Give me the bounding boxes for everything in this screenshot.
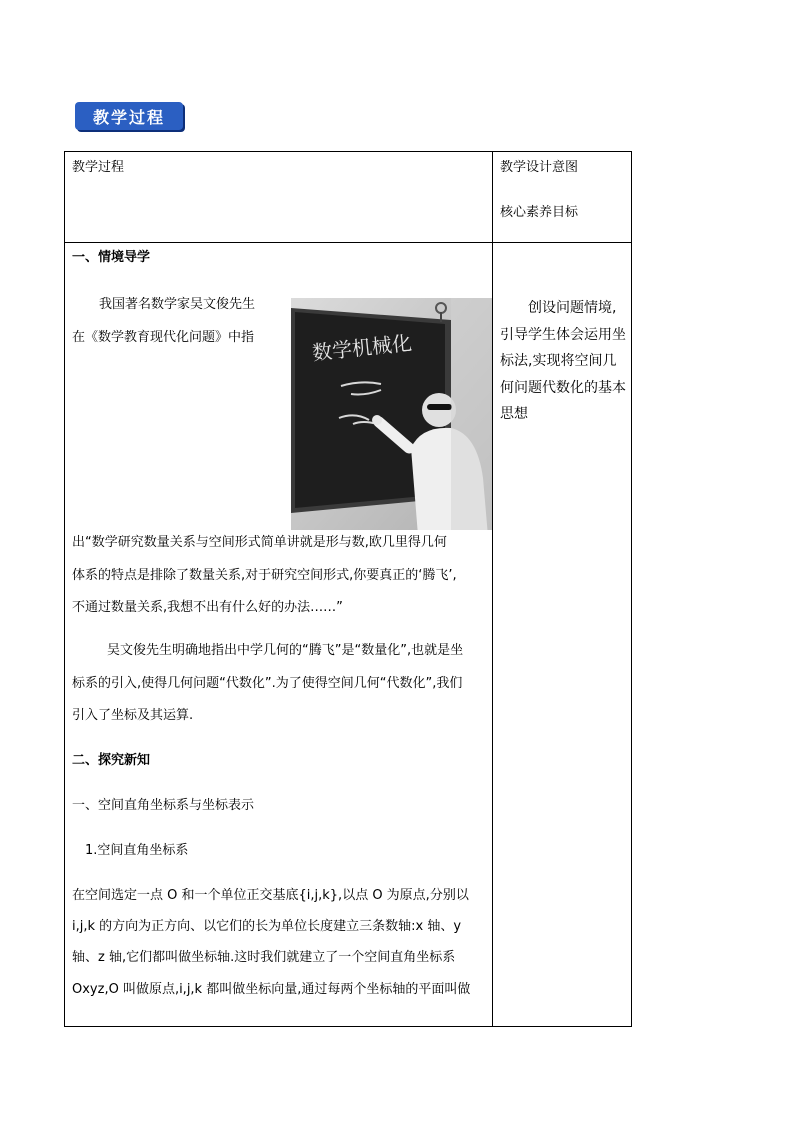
header-right-line2: 核心素养目标 [500,205,579,220]
photo-wu-wenjun [291,298,492,530]
header-left: 教学过程 [72,160,125,175]
para2-line-1: 吴文俊先生明确地指出中学几何的“腾飞”是“数量化”,也就是坐 [107,643,464,658]
para2-line-2: 标系的引入,使得几何问题“代数化”.为了使得空间几何“代数化”,我们 [72,676,463,691]
column-divider [492,152,493,1026]
body-line-4: Oxyz,O 叫做原点,i,j,k 都叫做坐标向量,通过每两个坐标轴的平面叫做 [72,982,471,997]
para2-line-3: 引入了坐标及其运算. [72,708,194,723]
intro-line-2: 在《数学教育现代化问题》中指 [72,330,255,345]
body-line-1: 在空间选定一点 O 和一个单位正交基底{i,j,k},以点 O 为原点,分别以 [72,888,469,903]
section-two-heading: 二、探究新知 [72,753,151,768]
quote-line-3: 不通过数量关系,我想不出有什么好的办法……” [72,600,343,615]
subheading-space-system: 1.空间直角坐标系 [85,843,189,858]
intro-line-1: 我国著名数学家吴文俊先生 [99,297,256,312]
header-divider [65,242,631,243]
blackboard-photo [291,298,492,530]
lesson-table [64,151,632,1027]
quote-line-1: 出“数学研究数量关系与空间形式简单讲就是形与数,欧几里得几何 [72,535,447,550]
chalk-text: 数学机械化 [311,330,413,365]
design-intent-text: 创设问题情境,引导学生体会运用坐标法,实现将空间几何问题代数化的基本思想 [500,300,626,422]
body-line-3: 轴、z 轴,它们都叫做坐标轴.这时我们就建立了一个空间直角坐标系 [72,950,456,965]
section-one-heading: 一、情境导学 [72,250,151,265]
body-line-2: i,j,k 的方向为正方向、以它们的长为单位长度建立三条数轴:x 轴、y [72,919,462,934]
quote-line-2: 体系的特点是排除了数量关系,对于研究空间形式,你要真正的‘腾飞’, [72,568,457,583]
header-right-line1: 教学设计意图 [500,160,579,175]
section-tag: 教学过程 [75,102,183,130]
subheading-coordinate: 一、空间直角坐标系与坐标表示 [72,798,255,813]
